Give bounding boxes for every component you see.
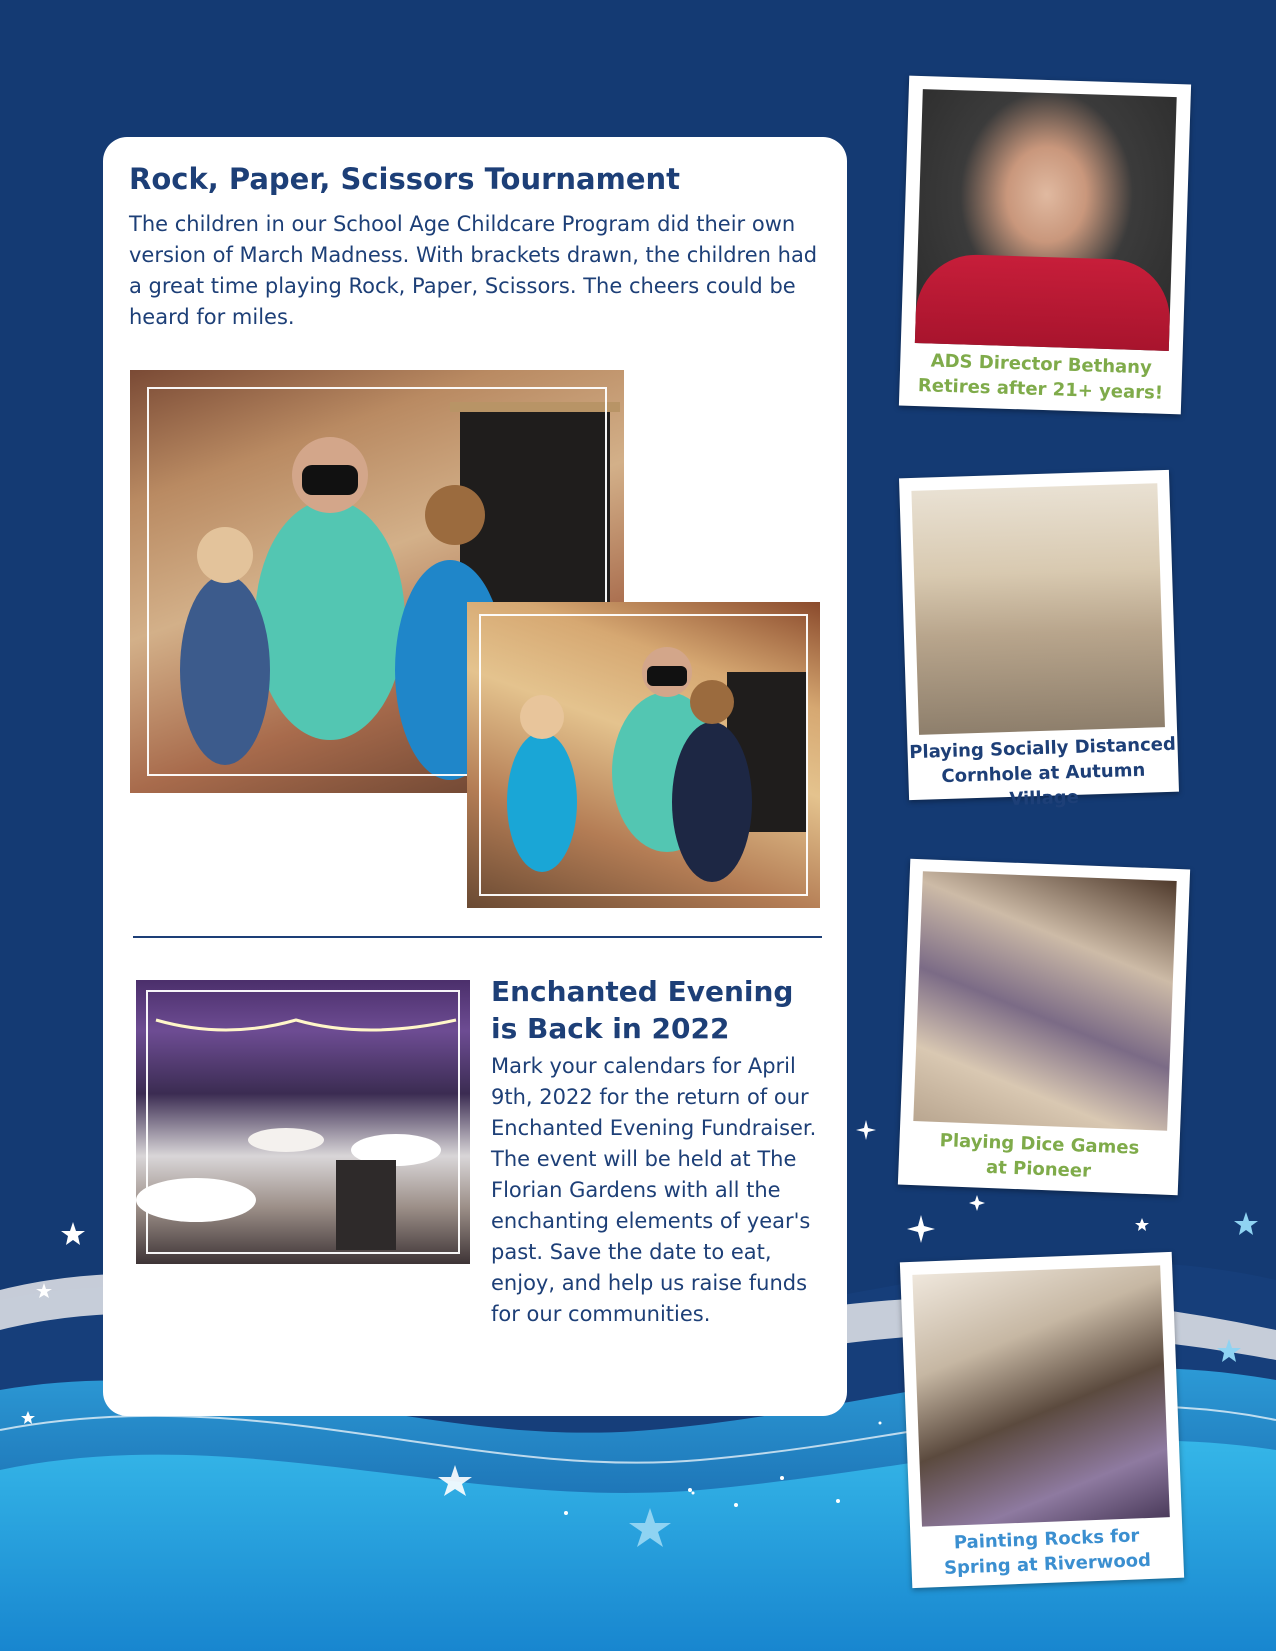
polaroid-caption bbox=[910, 1522, 1184, 1582]
polaroid-cornhole bbox=[899, 470, 1179, 811]
photo-rps-tournament-2 bbox=[467, 602, 820, 908]
photo-frame-border bbox=[146, 990, 460, 1254]
polaroid-painting-rocks bbox=[900, 1252, 1184, 1588]
polaroid-caption bbox=[907, 732, 1179, 815]
photo-dice-games bbox=[913, 871, 1176, 1131]
photo-bethany-jacket bbox=[915, 253, 1172, 351]
caption-line: Retires after 21+ years! bbox=[917, 375, 1164, 404]
caption-line: Spring at Riverwood bbox=[943, 1549, 1152, 1579]
caption-line: Playing Socially Distanced bbox=[908, 733, 1177, 764]
caption-line: at Pioneer bbox=[985, 1156, 1092, 1182]
caption-line: Playing Dice Games bbox=[939, 1130, 1140, 1159]
article-title-rps: Rock, Paper, Scissors Tournament bbox=[129, 162, 680, 196]
caption-line: Painting Rocks for bbox=[953, 1525, 1140, 1554]
photo-frame-border bbox=[479, 614, 808, 896]
caption-line: ADS Director Bethany bbox=[930, 350, 1153, 379]
section-divider bbox=[133, 936, 822, 938]
polaroid-bethany bbox=[899, 76, 1191, 415]
article-body-enchanted: Mark your calendars for April 9th, 2022 for the return of our Enchanted Evening Fundraiser. The event will be held at The Florian Gardens with all the enchanting elements of year's past. Save the date to eat, enjoy, and help us raise funds for our communities. bbox=[491, 1054, 817, 1326]
polaroid-caption bbox=[899, 348, 1182, 407]
article-card bbox=[103, 137, 847, 1416]
photo-cornhole bbox=[911, 483, 1165, 735]
article-title-enchanted: Enchanted Evening is Back in 2022 bbox=[491, 975, 794, 1045]
photo-enchanted-evening bbox=[136, 980, 470, 1264]
photo-bethany bbox=[915, 89, 1177, 351]
photo-painting-rocks bbox=[912, 1265, 1169, 1526]
polaroid-dice-games bbox=[898, 859, 1190, 1196]
polaroid-caption bbox=[898, 1127, 1180, 1188]
caption-line: Cornhole at Autumn Village bbox=[941, 759, 1146, 811]
article-body-rps: The children in our School Age Childcare Program did their own version of March Madness. With brackets drawn, the children had a great time playing Rock, Paper, Scissors. The cheers could be heard for miles. bbox=[129, 212, 818, 329]
